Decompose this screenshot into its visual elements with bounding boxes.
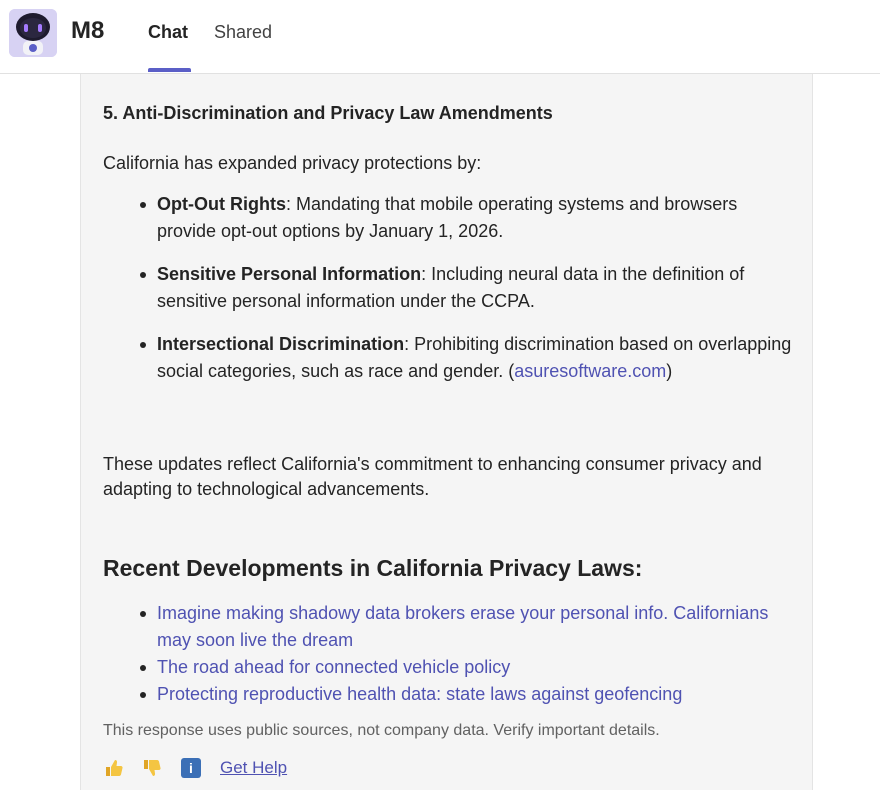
item-text: : Mandating that mobile operating systems and browsers provide opt-out options by January 1, 2026.	[157, 194, 738, 241]
item-term: Sensitive Personal Information	[157, 264, 422, 284]
top-bar	[0, 0, 880, 74]
active-tab-indicator	[148, 68, 191, 72]
get-help-link[interactable]: Get Help	[220, 758, 288, 777]
item-text: : Including neural data in the definition of sensitive personal information under the CCPA.	[157, 264, 745, 311]
summary-text: These updates reflect California's commitment to enhancing consumer privacy and adapting to technological advancements.	[103, 454, 762, 499]
developments-heading: Recent Developments in California Privacy Laws:	[103, 555, 643, 581]
section-heading: 5. Anti-Discrimination and Privacy Law Amendments	[103, 103, 553, 123]
source-open: (	[508, 361, 515, 381]
app-title: M8	[71, 17, 105, 44]
list-item	[103, 654, 793, 681]
list-item	[103, 681, 793, 708]
disclaimer-text: This response uses public sources, not company data. Verify important details.	[103, 722, 660, 739]
item-term: Opt-Out Rights	[157, 194, 286, 214]
item-term: Intersectional Discrimination	[157, 334, 405, 354]
info-icon[interactable]: i	[181, 758, 201, 778]
intro-text: California has expanded privacy protections by:	[103, 153, 482, 173]
list-item	[103, 191, 793, 245]
source-link[interactable]: asuresoftware.com	[514, 361, 667, 381]
list-item	[103, 261, 793, 315]
development-link[interactable]: Imagine making shadowy data brokers erase your personal info. Californians may soon live the dream	[157, 603, 769, 650]
list-item	[103, 331, 793, 385]
development-link[interactable]: The road ahead for connected vehicle policy	[157, 657, 511, 677]
item-text: : Prohibiting discrimination based on overlapping social categories, such as race and gender.	[157, 334, 792, 381]
feedback-actions	[103, 757, 287, 779]
development-link[interactable]: Protecting reproductive health data: state laws against geofencing	[157, 684, 683, 704]
source-close: )	[666, 361, 673, 381]
developments-list	[103, 600, 793, 708]
thumbs-up-icon[interactable]	[103, 757, 125, 779]
tab-shared[interactable]: Shared	[214, 22, 273, 42]
list-item	[103, 600, 793, 654]
bot-avatar-icon[interactable]	[9, 9, 57, 57]
chat-message-card	[80, 74, 813, 790]
tab-chat[interactable]: Chat	[148, 22, 188, 42]
amendments-list	[103, 191, 793, 385]
thumbs-down-icon[interactable]	[141, 757, 163, 779]
